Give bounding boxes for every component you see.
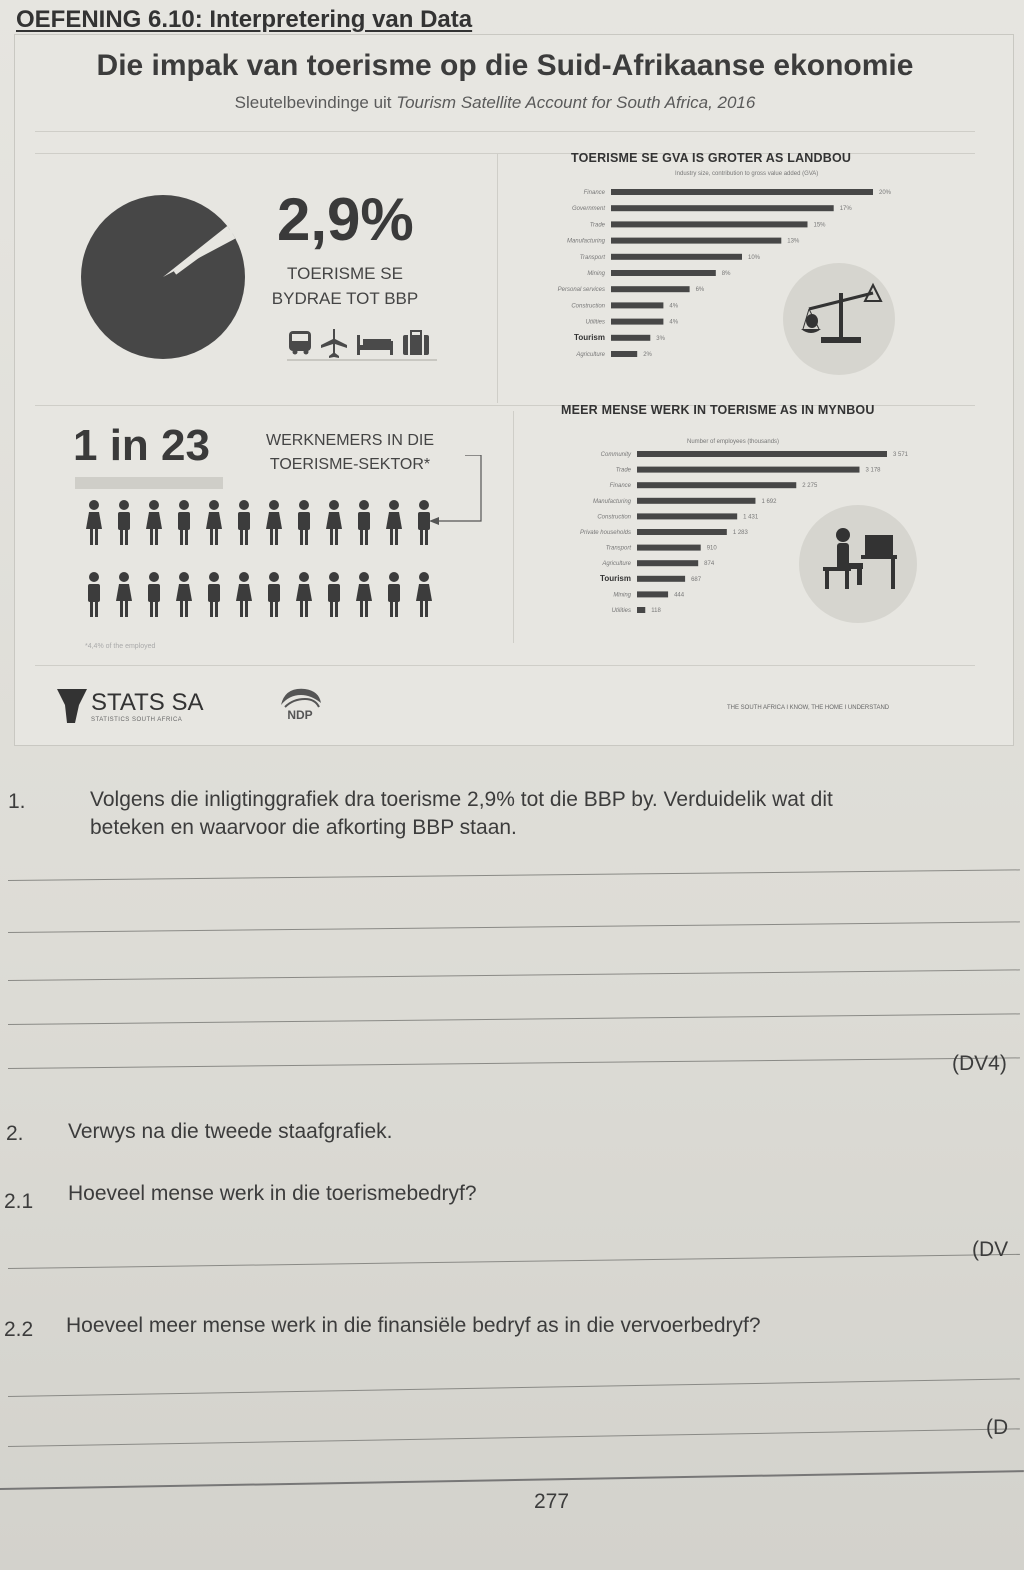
infographic-title: Die impak van toerisme op die Suid-Afrikaanse ekonomie — [96, 49, 914, 82]
man-icon — [238, 500, 250, 545]
footnote: *4,4% of the employed — [85, 643, 156, 650]
bar — [637, 498, 755, 504]
icons-underline — [287, 359, 437, 361]
gva-chart-title: TOERISME SE GVA IS GROTER AS LANDBOU — [571, 151, 852, 165]
divider — [35, 665, 975, 666]
stats-sa-subtitle: STATISTICS SOUTH AFRICA — [91, 717, 183, 723]
man-icon — [388, 572, 400, 617]
subtitle-prefix: Sleutelbevindinge uit — [234, 93, 397, 112]
bar-value-label: 444 — [674, 592, 685, 599]
man-icon — [88, 572, 100, 617]
bar-value-label: 3% — [656, 335, 665, 342]
page-bottom-rule — [0, 1470, 1024, 1490]
bar-value-label: 118 — [651, 608, 661, 614]
divider — [35, 131, 975, 132]
gdp-share-caption — [265, 261, 425, 311]
employment-bar-chart — [455, 447, 925, 637]
workers-caption-line: WERKNEMERS IN DIE — [265, 432, 434, 449]
woman-icon — [146, 500, 162, 545]
woman-icon — [266, 500, 282, 545]
man-icon — [328, 572, 340, 617]
bar-value-label: 6% — [695, 287, 705, 294]
stats-sa-logo-icon — [55, 685, 89, 725]
bar — [611, 189, 873, 195]
man-icon — [208, 572, 220, 617]
bar-value-label: 3 571 — [893, 452, 909, 458]
woman-icon — [296, 572, 312, 617]
man-icon — [358, 500, 370, 545]
bar-category-label: Construction — [571, 303, 605, 310]
bar — [611, 205, 834, 211]
workers-ratio: 1 in 23 — [73, 421, 210, 470]
gdp-caption-line: BYDRAE TOT BBP — [271, 289, 419, 308]
bar-value-label: 1 431 — [743, 514, 759, 521]
bar-category-label: Finance — [583, 190, 605, 196]
bar — [611, 254, 742, 260]
mark-allocation: (DV4) — [952, 1052, 1007, 1075]
bed-icon — [357, 335, 393, 355]
bar — [611, 238, 781, 244]
page-number: 277 — [534, 1490, 570, 1513]
transport-icons — [287, 327, 437, 361]
worker-figures — [77, 495, 447, 635]
employment-chart-title: MEER MENSE WERK IN TOERISME AS IN MYNBOU — [561, 403, 875, 417]
stats-sa-name: STATS SA — [91, 689, 204, 716]
question-text: Hoeveel meer mense werk in die finansiële bedryf as in die vervoerbedryf? — [66, 1314, 761, 1337]
bar-category-label: Tourism — [574, 332, 605, 342]
bar-category-label: Private households — [579, 530, 631, 536]
woman-icon — [116, 572, 132, 617]
bar — [637, 482, 796, 488]
bar — [637, 576, 685, 582]
tagline: THE SOUTH AFRICA I KNOW, THE HOME I UNDERSTAND — [727, 705, 890, 711]
answer-line[interactable] — [8, 969, 1020, 981]
bus-icon — [289, 331, 311, 355]
bar-value-label: 687 — [691, 576, 702, 583]
ratio-underline — [75, 477, 223, 489]
bar-category-label: Transport — [579, 254, 605, 261]
bar-value-label: 4% — [669, 319, 679, 326]
bar-category-label: Trade — [589, 222, 605, 229]
bar-category-label: Mining — [587, 271, 605, 277]
bar-category-label: Mining — [613, 592, 631, 599]
bar-category-label: Community — [600, 452, 631, 458]
man-icon — [418, 500, 430, 545]
bar — [637, 545, 701, 551]
man-icon — [268, 572, 280, 617]
bar-value-label: 2 275 — [802, 483, 818, 490]
bar — [637, 529, 727, 535]
bar-category-label: Trade — [615, 467, 631, 474]
bar — [611, 335, 650, 341]
woman-icon — [386, 500, 402, 545]
exercise-title: OEFENING 6.10: Interpretering van Data — [16, 6, 473, 33]
bar-value-label: 8% — [721, 271, 731, 277]
man-icon — [148, 572, 160, 617]
gva-bar-chart — [455, 183, 905, 373]
question-number: 2.1 — [4, 1190, 34, 1213]
bar — [637, 451, 887, 457]
bar-category-label: Transport — [605, 545, 631, 552]
woman-icon — [206, 500, 222, 545]
bar-category-label: Finance — [609, 483, 631, 490]
bar-value-label: 1 692 — [761, 498, 777, 505]
bar-value-label: 20% — [879, 190, 892, 196]
bar — [637, 467, 859, 473]
answer-line[interactable] — [8, 1057, 1020, 1069]
subtitle-source: Tourism Satellite Account for South Africa, 2016 — [396, 93, 756, 112]
workers-caption — [245, 429, 455, 477]
bar — [611, 302, 663, 308]
infographic-subtitle — [15, 93, 975, 113]
bar — [637, 607, 645, 613]
man-icon — [118, 500, 130, 545]
gdp-caption-line: TOERISME SE — [287, 264, 403, 283]
bar-category-label: Government — [571, 206, 605, 213]
bar-category-label: Manufacturing — [592, 498, 631, 505]
bar — [637, 591, 668, 597]
bar-value-label: 910 — [706, 545, 717, 552]
bar-value-label: 13% — [787, 238, 800, 245]
employment-chart-subtitle: Number of employees (thousands) — [687, 439, 780, 445]
question-number: 2. — [6, 1122, 24, 1145]
answer-line[interactable] — [8, 869, 1020, 881]
ndp-logo-text: NDP — [287, 708, 313, 722]
bar — [611, 286, 690, 292]
bar — [611, 319, 663, 325]
question-number: 2.2 — [4, 1318, 34, 1341]
bar-value-label: 874 — [704, 561, 715, 568]
bar — [611, 221, 808, 227]
answer-line[interactable] — [8, 1013, 1020, 1025]
question-line: Volgens die inligtinggrafiek dra toerisme 2,9% tot die BBP by. Verduidelik wat dit — [90, 788, 833, 811]
bar-category-label: Tourism — [600, 573, 631, 583]
answer-line[interactable] — [8, 1254, 1020, 1269]
question-number: 1. — [8, 790, 26, 813]
bar-value-label: 10% — [748, 254, 761, 261]
luggage-icon — [403, 331, 429, 355]
gva-chart-subtitle: Industry size, contribution to gross value added (GVA) — [675, 171, 819, 177]
bar-category-label: Agriculture — [602, 561, 631, 568]
woman-icon — [86, 500, 102, 545]
bar — [637, 513, 737, 519]
woman-icon — [236, 572, 252, 617]
woman-icon — [416, 572, 432, 617]
airplane-icon — [321, 329, 347, 358]
bar-category-label: Manufacturing — [566, 238, 605, 245]
answer-line[interactable] — [8, 921, 1020, 933]
question-text: Verwys na die tweede staafgrafiek. — [68, 1120, 393, 1143]
woman-icon — [326, 500, 342, 545]
question-line: beteken en waarvoor die afkorting BBP staan. — [90, 816, 517, 839]
answer-line[interactable] — [8, 1378, 1020, 1397]
bar-value-label: 15% — [813, 222, 826, 229]
gdp-share-value: 2,9% — [277, 186, 414, 253]
question-text — [90, 786, 1020, 842]
bar — [611, 351, 637, 357]
woman-icon — [356, 572, 372, 617]
bar-value-label: 17% — [839, 206, 852, 213]
mark-allocation: (D — [986, 1416, 1009, 1439]
bar-category-label: Utilities — [611, 608, 631, 614]
bar-category-label: Agriculture — [576, 352, 605, 358]
bar-value-label: 1 283 — [732, 530, 748, 536]
mark-allocation: (DV — [972, 1238, 1009, 1261]
question-text: Hoeveel mense werk in die toerismebedryf? — [68, 1182, 477, 1205]
bar-value-label: 4% — [669, 303, 679, 310]
woman-icon — [176, 572, 192, 617]
bar-value-label: 2% — [643, 352, 652, 358]
man-icon — [298, 500, 310, 545]
answer-line[interactable] — [8, 1428, 1020, 1447]
workers-caption-line: TOERISME-SEKTOR* — [269, 456, 431, 473]
man-icon — [178, 500, 190, 545]
bar-category-label: Utilities — [585, 319, 605, 326]
gdp-pie-chart — [75, 193, 265, 373]
bar-category-label: Construction — [597, 514, 631, 521]
infographic — [14, 34, 1014, 746]
bar — [611, 270, 716, 276]
bar-value-label: 3 178 — [865, 467, 881, 474]
bar-category-label: Personal services — [557, 287, 605, 294]
bar — [637, 560, 698, 566]
ndp-logo-icon — [275, 683, 325, 723]
